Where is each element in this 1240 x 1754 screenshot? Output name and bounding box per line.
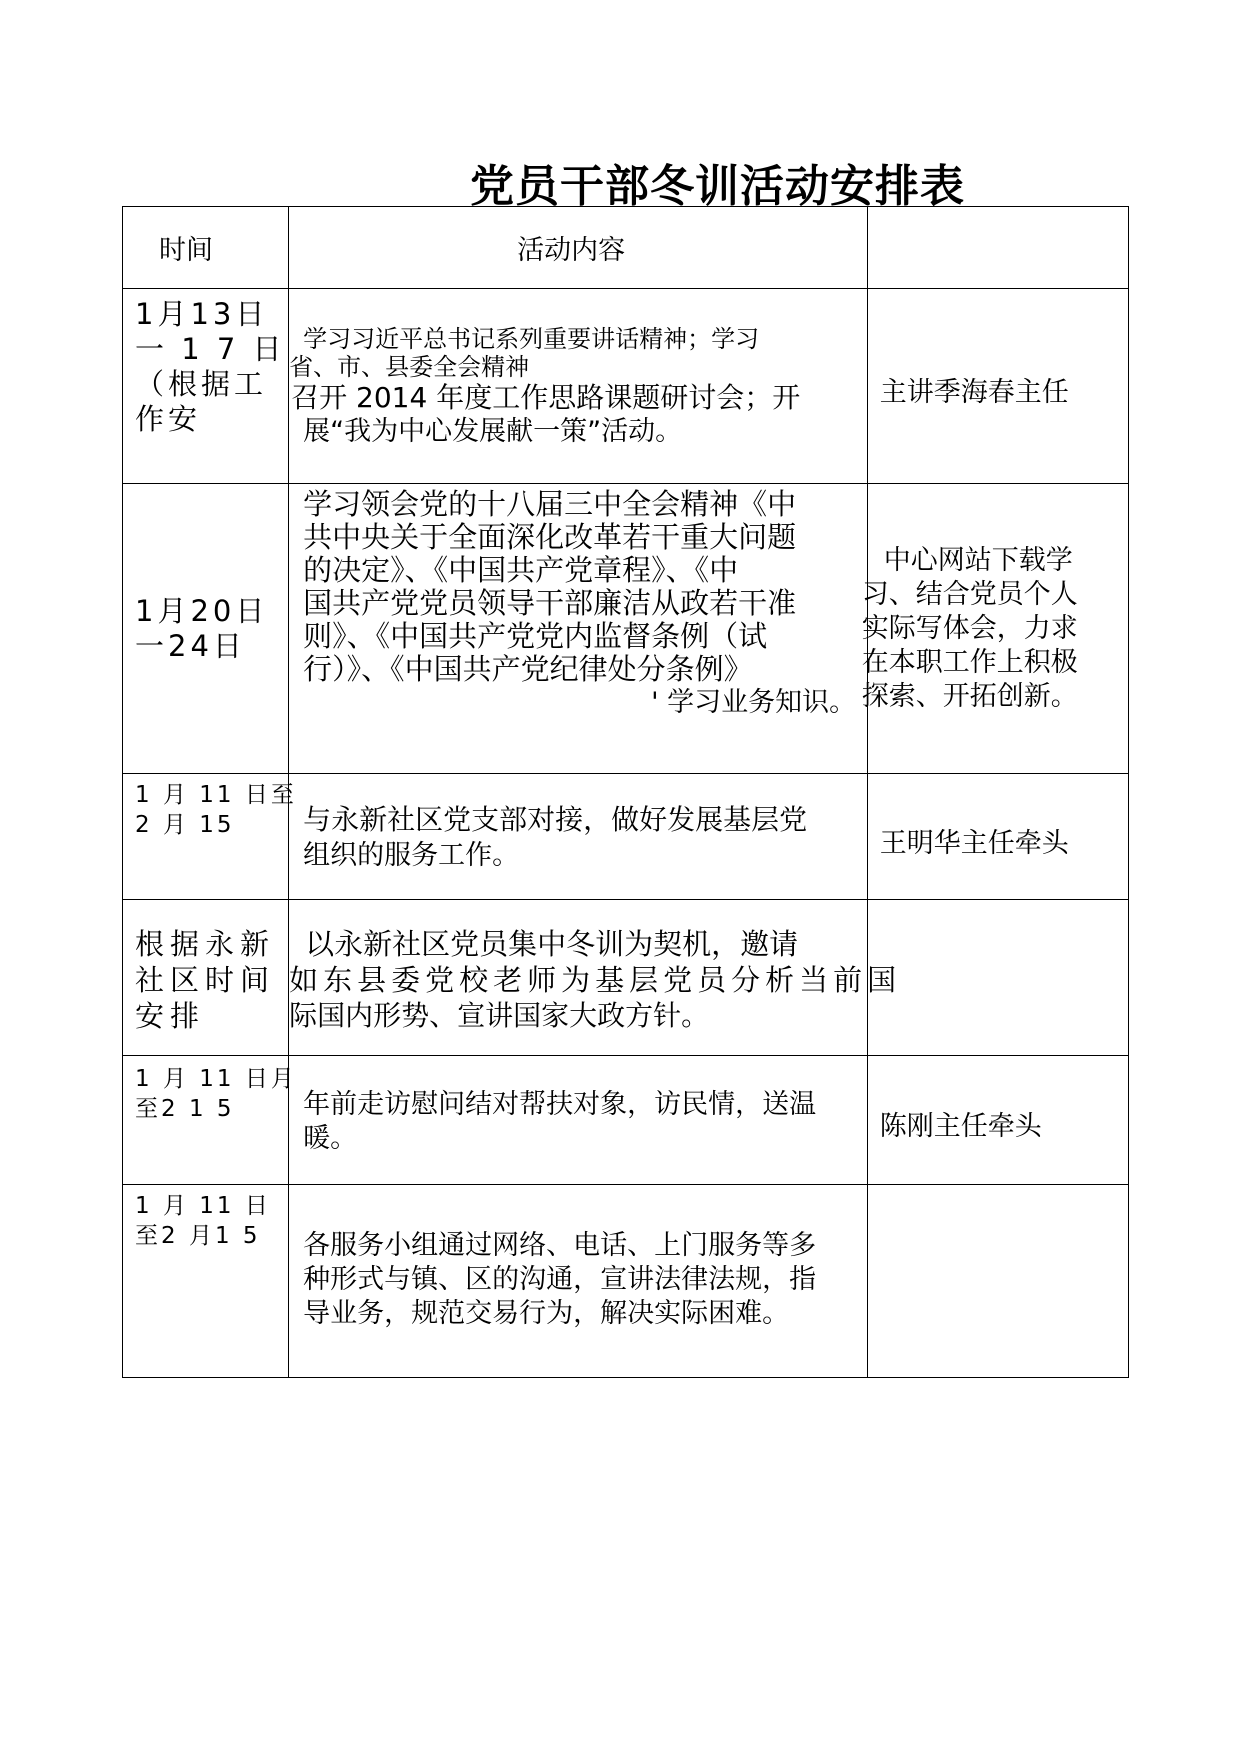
time-line: （根据工 bbox=[135, 367, 268, 401]
note-line: 中心网站下载学 bbox=[883, 544, 1073, 576]
note-line: 探索、开拓创新。 bbox=[861, 680, 1078, 712]
activity-cell bbox=[289, 774, 868, 900]
note-line: 陈刚主任牵头 bbox=[879, 1111, 1042, 1142]
activity-line: 种形式与镇、区的沟通，宣讲法律法规，指 bbox=[303, 1264, 817, 1295]
activity-line: 召开 2014 年度工作思路课题研讨会；开 bbox=[291, 381, 801, 414]
table-header-row bbox=[123, 207, 1129, 289]
time-line: 1 月 11 日 bbox=[135, 1193, 271, 1219]
activity-cell bbox=[289, 900, 902, 1056]
header-activity: 活动内容 bbox=[289, 207, 868, 289]
time-line: 一 1 7 日 bbox=[135, 332, 286, 366]
activity-line: 年前走访慰问结对帮扶对象，访民情，送温 bbox=[303, 1089, 817, 1120]
activity-cell bbox=[289, 289, 868, 484]
activity-line: 如东县委党校老师为基层党员分析当前国 bbox=[289, 963, 902, 997]
note-line: 主讲季海春主任 bbox=[879, 377, 1069, 408]
table-row bbox=[123, 774, 1129, 900]
time-cell bbox=[123, 900, 289, 1056]
activity-line: 共中央关于全面深化改革若干重大问题 bbox=[303, 520, 797, 554]
activity-line: ' 学习业务知识。 bbox=[651, 687, 857, 718]
activity-line: 学习领会党的十八届三中全会精神《中 bbox=[303, 487, 797, 521]
activity-line: 行）》、《中国共产党纪律处分条例》 bbox=[303, 652, 753, 686]
time-cell bbox=[123, 1056, 297, 1185]
table-row bbox=[123, 900, 1129, 1056]
note-cell bbox=[867, 1185, 1128, 1378]
activity-cell bbox=[289, 1056, 868, 1185]
activity-line: 组织的服务工作。 bbox=[303, 840, 520, 871]
table-row bbox=[123, 289, 1129, 484]
table-row bbox=[123, 1056, 1129, 1185]
activity-line: 与永新社区党支部对接，做好发展基层党 bbox=[303, 803, 808, 836]
time-line: 安排 bbox=[135, 999, 206, 1033]
document-title: 党员干部冬训活动安排表 bbox=[470, 161, 965, 212]
activity-line: 学习习近平总书记系列重要讲话精神；学习 bbox=[303, 325, 760, 353]
time-cell bbox=[123, 289, 289, 484]
activity-schedule-table bbox=[122, 206, 1129, 1378]
note-cell bbox=[867, 774, 1128, 900]
table-row bbox=[123, 484, 1129, 774]
table-row bbox=[123, 1185, 1129, 1378]
time-line: 作安 bbox=[135, 402, 202, 436]
time-line: 1 月 11 日月 bbox=[135, 1066, 297, 1092]
time-line: 至2 月1 5 bbox=[135, 1223, 261, 1249]
note-line: 实际写体会，力求 bbox=[861, 612, 1078, 644]
activity-line: 则》、《中国共产党党内监督条例（试 bbox=[303, 619, 768, 653]
activity-cell bbox=[289, 1185, 868, 1378]
note-cell bbox=[867, 1056, 1128, 1185]
time-line: 2 月 15 bbox=[135, 812, 235, 838]
note-cell bbox=[861, 484, 1128, 774]
header-time: 时间 bbox=[123, 207, 289, 289]
activity-line: 各服务小组通过网络、电话、上门服务等多 bbox=[303, 1230, 817, 1261]
activity-line: 暖。 bbox=[303, 1123, 358, 1154]
activity-line: 省、市、县委全会精神 bbox=[289, 353, 530, 381]
activity-line: 的决定》、《中国共产党章程》、《中 bbox=[303, 553, 739, 587]
time-line: 根据永新 bbox=[135, 927, 276, 961]
time-line: 1 月 11 日至 bbox=[135, 782, 297, 808]
time-line: 1月13日 bbox=[135, 297, 269, 331]
time-cell bbox=[123, 774, 297, 900]
time-cell bbox=[123, 1185, 289, 1378]
time-cell bbox=[123, 484, 289, 774]
note-line: 习、结合党员个人 bbox=[861, 578, 1078, 610]
note-line: 在本职工作上积极 bbox=[861, 646, 1078, 678]
note-cell bbox=[867, 900, 1128, 1056]
activity-line: 国共产党党员领导干部廉洁从政若干准 bbox=[303, 586, 797, 620]
time-line: 1月20日 bbox=[135, 593, 269, 628]
header-note bbox=[867, 207, 1128, 289]
activity-line: 展“我为中心发展献一策”活动。 bbox=[303, 416, 683, 447]
time-line: 至2 1 5 bbox=[135, 1096, 235, 1122]
activity-cell bbox=[289, 484, 868, 774]
note-line: 王明华主任牵头 bbox=[879, 827, 1069, 859]
time-line: 一24日 bbox=[135, 628, 246, 663]
note-cell bbox=[867, 289, 1128, 484]
time-line: 社区时间 bbox=[135, 963, 276, 997]
activity-line: 际国内形势、宣讲国家大政方针。 bbox=[289, 999, 710, 1032]
activity-line: 导业务，规范交易行为，解决实际困难。 bbox=[303, 1298, 790, 1329]
activity-line: 以永新社区党员集中冬训为契机，邀请 bbox=[305, 927, 799, 961]
